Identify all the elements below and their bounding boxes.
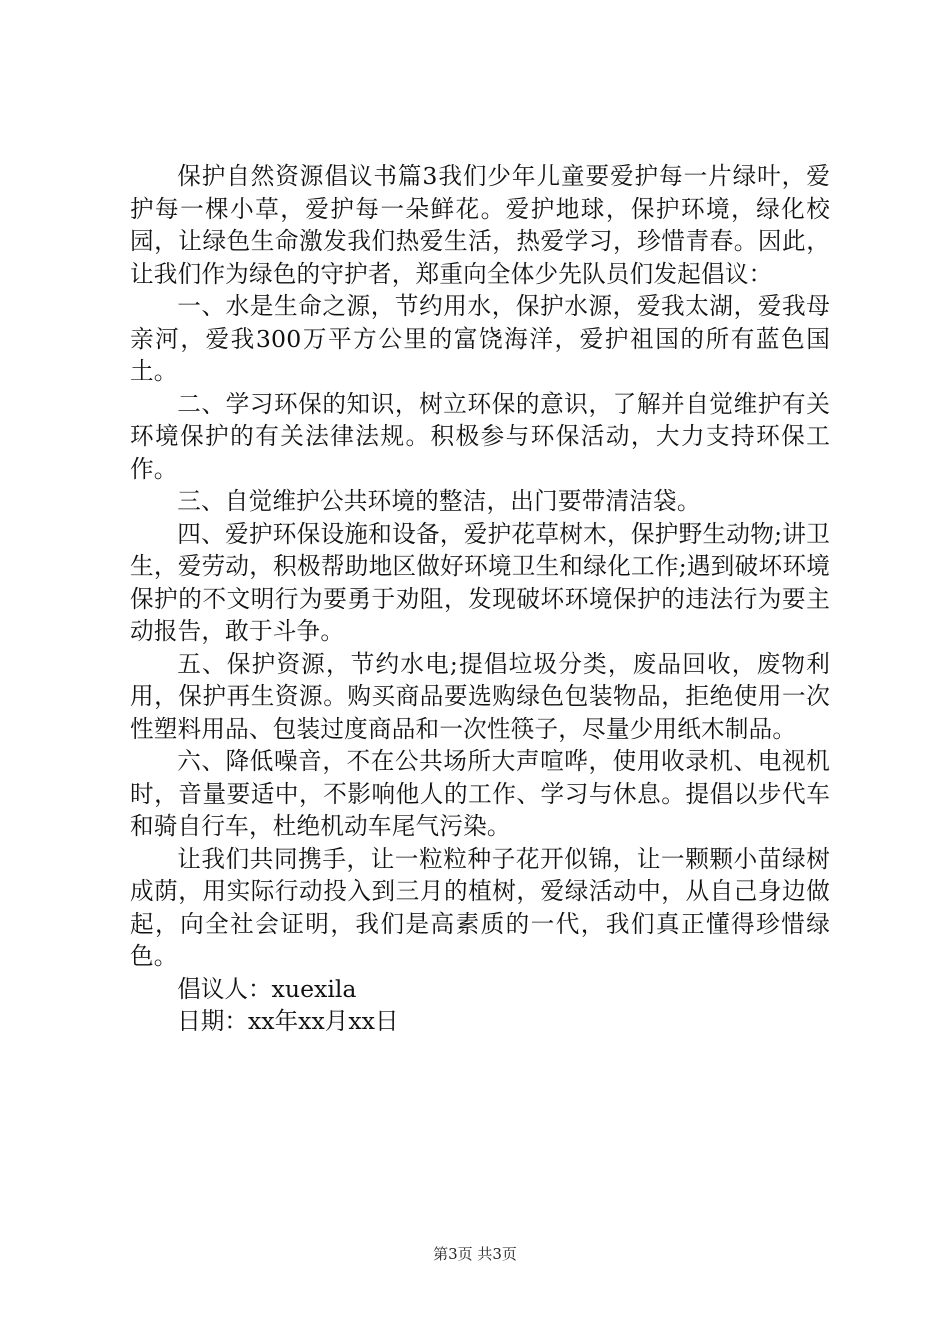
paragraph-item-4: 四、爱护环保设施和设备，爱护花草树木，保护野生动物;讲卫生，爱劳动，积极帮助地区做好环境卫生和绿化工作;遇到破坏环境保护的不文明行为要勇于劝阻，发现破坏环境保护的违法行为要主动报告，敢于斗争。 bbox=[130, 519, 830, 645]
paragraph-intro: 保护自然资源倡议书篇3我们少年儿童要爱护每一片绿叶，爱护每一棵小草，爱护每一朵鲜花。爱护地球，保护环境，绿化校园，让绿色生命激发我们热爱生活，热爱学习，珍惜青春。因此，让我们作为绿色的守护者，郑重向全体少先队员们发起倡议： bbox=[130, 162, 830, 288]
document-body bbox=[130, 160, 830, 1038]
page-number-footer: 第3页 共3页 bbox=[433, 1245, 517, 1263]
date-line: 日期：xx年xx月xx日 bbox=[177, 1007, 399, 1035]
signature-line: 倡议人：xuexila bbox=[177, 974, 357, 1003]
paragraph-item-2: 二、学习环保的知识，树立环保的意识，了解并自觉维护有关环境保护的有关法律法规。积极参与环保活动，大力支持环保工作。 bbox=[130, 389, 830, 483]
paragraph-item-3: 三、自觉维护公共环境的整洁，出门要带清洁袋。 bbox=[177, 487, 701, 515]
paragraph-item-1: 一、水是生命之源，节约用水，保护水源，爱我太湖，爱我母亲河，爱我300万平方公里的富饶海洋，爱护祖国的所有蓝色国土。 bbox=[130, 292, 830, 385]
paragraph-item-6: 六、降低噪音，不在公共场所大声喧哗，使用收录机、电视机时，音量要适中，不影响他人的工作、学习与休息。提倡以步代车和骑自行车，杜绝机动车尾气污染。 bbox=[130, 747, 830, 840]
paragraph-item-5: 五、保护资源，节约水电;提倡垃圾分类，废品回收，废物利用，保护再生资源。购买商品要选购绿色包装物品，拒绝使用一次性塑料用品、包装过度商品和一次性筷子，尽量少用纸木制品。 bbox=[130, 649, 830, 743]
paragraph-closing: 让我们共同携手，让一粒粒种子花开似锦，让一颗颗小苗绿树成荫，用实际行动投入到三月的植树，爱绿活动中，从自己身边做起，向全社会证明，我们是高素质的一代，我们真正懂得珍惜绿色。 bbox=[130, 844, 830, 970]
